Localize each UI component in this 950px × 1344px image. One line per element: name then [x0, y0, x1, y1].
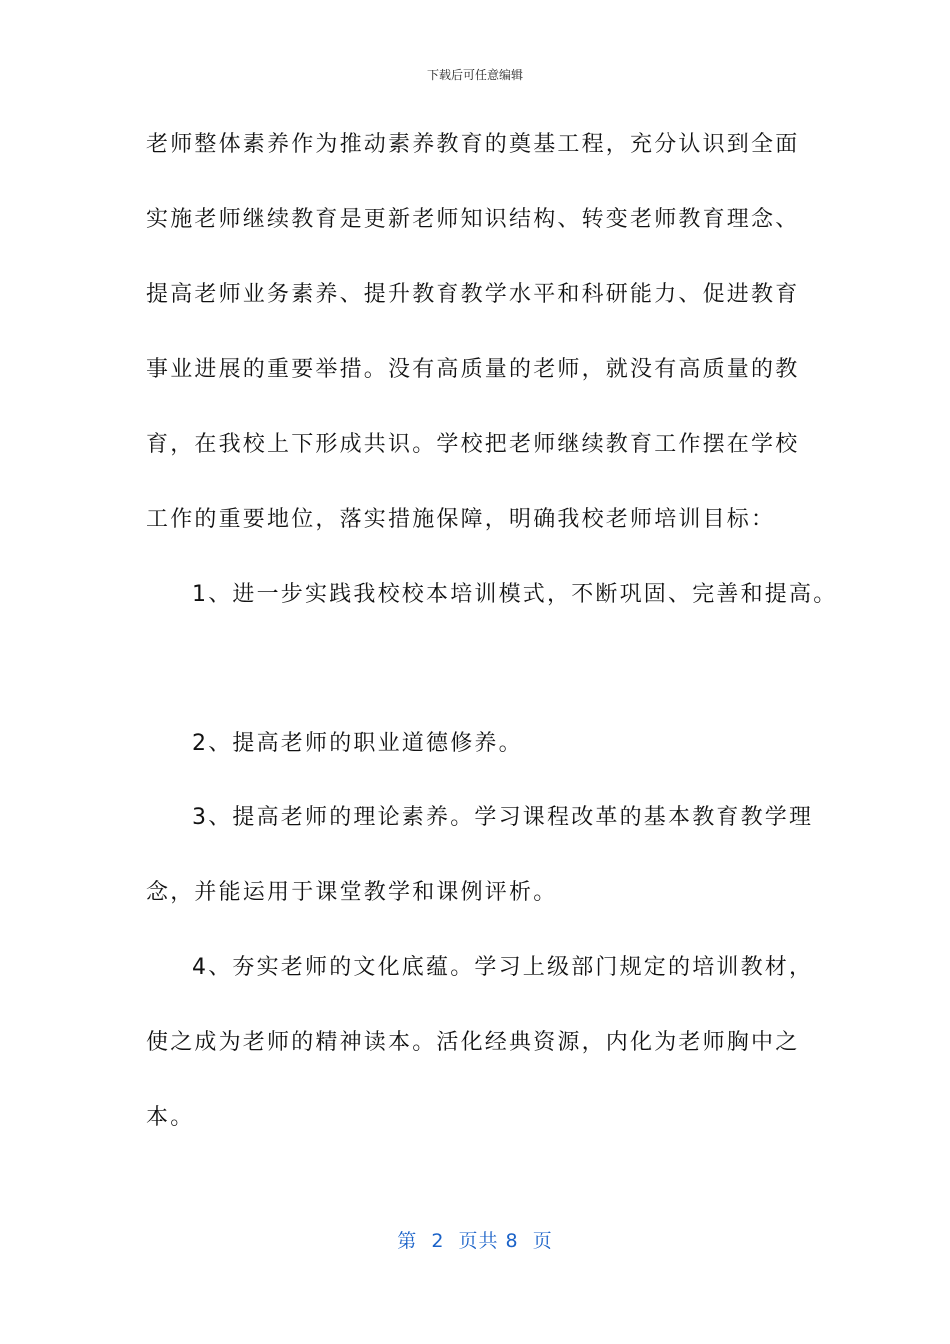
- list-item-3: 3、提高老师的理论素养。学习课程改革的基本教育教学理: [192, 805, 814, 830]
- page-number-footer: 第 2 页共 8 页: [397, 1230, 553, 1252]
- list-item-2: 2、提高老师的职业道德修养。: [192, 731, 523, 756]
- paragraph-line: 育，在我校上下形成共识。学校把老师继续教育工作摆在学校: [146, 432, 800, 457]
- paragraph-line: 实施老师继续教育是更新老师知识结构、转变老师教育理念、: [146, 207, 800, 232]
- paragraph-line: 工作的重要地位，落实措施保障，明确我校老师培训目标：: [146, 507, 776, 532]
- paragraph-line: 本。: [146, 1105, 195, 1130]
- paragraph-line: 提高老师业务素养、提升教育教学水平和科研能力、促进教育: [146, 282, 800, 307]
- list-item-1: 1、进一步实践我校校本培训模式，不断巩固、完善和提高。: [192, 582, 838, 607]
- page-header: 下载后可任意编辑: [426, 68, 523, 82]
- paragraph-line: 使之成为老师的精神读本。活化经典资源，内化为老师胸中之: [146, 1030, 800, 1055]
- list-item-4: 4、夯实老师的文化底蕴。学习上级部门规定的培训教材，: [192, 955, 814, 980]
- paragraph-line: 老师整体素养作为推动素养教育的奠基工程，充分认识到全面: [146, 132, 800, 157]
- paragraph-line: 念，并能运用于课堂教学和课例评析。: [146, 880, 558, 905]
- paragraph-line: 事业进展的重要举措。没有高质量的老师，就没有高质量的教: [146, 357, 800, 382]
